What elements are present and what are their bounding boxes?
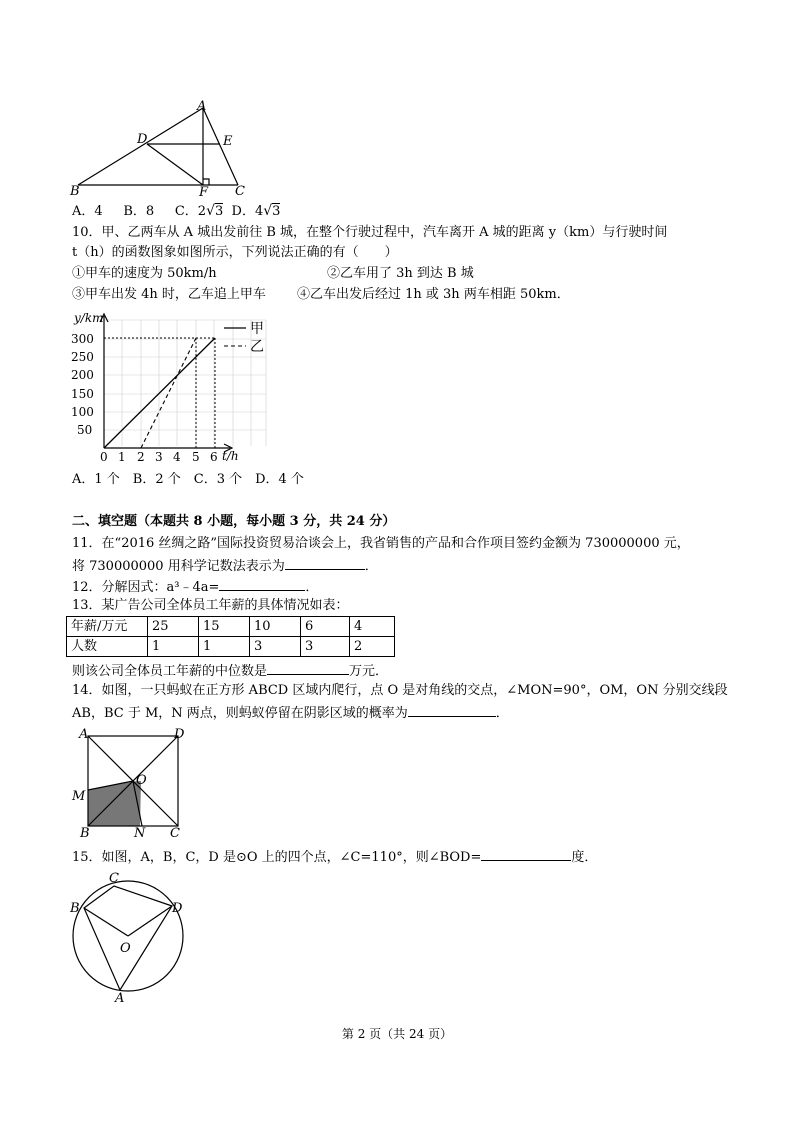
table-cell: 3 [301, 637, 350, 657]
q12-line: 12．分解因式：a³﹣4a= ． [72, 577, 318, 597]
fig-label-C: C [235, 184, 245, 198]
q9-option-d: D．4√3 [231, 203, 281, 219]
fig-label-B: B [70, 184, 80, 198]
fig-label-N: N [134, 826, 146, 841]
q10-statement-3: ③甲车出发 4h 时，乙车追上甲车 [72, 287, 266, 302]
x-tick-1: 1 [118, 450, 126, 464]
table-row [67, 637, 395, 657]
fig-label-M: M [72, 789, 86, 804]
fig-label-B: B [80, 826, 90, 841]
table-cell: 1 [199, 637, 250, 657]
table-cell: 1 [148, 637, 199, 657]
section2-heading: 二、填空题（本题共 8 小题，每小题 3 分，共 24 分） [72, 514, 396, 529]
y-tick-300: 300 [71, 332, 94, 346]
q9-option-a: A．4 [72, 204, 103, 219]
x-tick-5: 5 [192, 450, 200, 464]
q10-options: A．1 个 B．2 个 C．3 个 D．4 个 [72, 472, 304, 487]
fig-label-A: A [197, 99, 207, 114]
q15-answer-blank[interactable] [481, 847, 571, 861]
fig-label-C: C [170, 826, 180, 841]
q9-triangle-figure [66, 98, 256, 198]
q14-answer-blank[interactable] [408, 703, 496, 717]
fig-label-A: A [79, 727, 89, 742]
q9-option-c: C．2√3 [174, 203, 224, 219]
q10-distance-time-graph [66, 308, 286, 468]
table-cell: 3 [250, 637, 301, 657]
q10-stem-line1: 10．甲、乙两车从 A 城出发前往 B 城，在整个行驶过程中，汽车离开 A 城的距离 y（km）与行驶时间 [72, 225, 668, 240]
y-tick-150: 150 [71, 387, 94, 401]
q15-circle-figure [66, 868, 196, 1004]
fig-label-A: A [115, 991, 125, 1004]
q13-after: 则该公司全体员工年薪的中位数是 万元． [72, 661, 388, 681]
table-cell: 4 [350, 617, 395, 637]
q13-stem: 13．某广告公司全体员工年薪的具体情况如表： [72, 598, 349, 613]
q13-salary-table [66, 616, 395, 657]
table-cell: 2 [350, 637, 395, 657]
q14-line2: AB，BC 于 M，N 两点，则蚂蚁停留在阴影区域的概率为 ． [72, 703, 509, 723]
x-tick-2: 2 [137, 450, 145, 464]
fig-label-D: D [172, 901, 183, 916]
q10-statement-2: ②乙车用了 3h 到达 B 城 [327, 266, 474, 281]
q15-line: 15．如图，A，B，C，D 是⊙O 上的四个点，∠C=110°，则∠BOD= 度． [72, 847, 597, 867]
x-axis-label: t/h [222, 449, 239, 463]
q11-line2: 将 730000000 用科学记数法表示为 ． [72, 556, 378, 576]
x-tick-0: 0 [100, 450, 108, 464]
page-footer: 第 2 页（共 24 页） [341, 1027, 453, 1041]
y-tick-250: 250 [71, 350, 94, 364]
q9-option-b: B．8 [123, 204, 155, 219]
x-tick-3: 3 [155, 450, 163, 464]
table-cell: 人数 [67, 637, 148, 657]
q10-statement-4: ④乙车出发后经过 1h 或 3h 两车相距 50km． [297, 287, 570, 302]
y-axis-label: y/km [74, 311, 104, 325]
fig-label-F: F [199, 185, 209, 198]
fig-label-C: C [109, 871, 119, 886]
q10-stem-line2: t（h）的函数图象如图所示，下列说法正确的有（ ） [72, 245, 398, 260]
table-cell: 25 [148, 617, 199, 637]
y-tick-200: 200 [71, 368, 94, 382]
table-row [67, 617, 395, 637]
y-tick-100: 100 [71, 405, 94, 419]
fig-label-O: O [136, 773, 147, 788]
fig-label-E: E [223, 134, 233, 149]
x-tick-4: 4 [173, 450, 181, 464]
q11-line1: 11．在“2016 丝绸之路”国际投资贸易洽谈会上，我省销售的产品和合作项目签约金额为 730000000 元， [72, 536, 690, 551]
q14-line1: 14．如图，一只蚂蚁在正方形 ABCD 区域内爬行，点 O 是对角线的交点，∠MON=90°，OM，ON 分别交线段 [72, 683, 728, 698]
q10-statement-1: ①甲车的速度为 50km/h [72, 266, 217, 281]
q14-square-figure [66, 724, 196, 842]
q9-options [72, 202, 280, 221]
table-cell: 15 [199, 617, 250, 637]
q13-answer-blank[interactable] [267, 661, 349, 675]
x-tick-6: 6 [210, 450, 218, 464]
q12-answer-blank[interactable] [219, 577, 305, 591]
fig-label-D: D [174, 727, 185, 742]
fig-label-D: D [137, 132, 148, 147]
legend-yi: 乙 [250, 339, 264, 355]
q11-answer-blank[interactable] [285, 556, 365, 570]
table-cell: 6 [301, 617, 350, 637]
fig-label-B: B [70, 901, 80, 916]
y-tick-50: 50 [77, 423, 93, 437]
table-cell: 年薪/万元 [67, 617, 148, 637]
fig-label-O: O [120, 941, 131, 956]
legend-jia: 甲 [250, 321, 264, 337]
table-cell: 10 [250, 617, 301, 637]
